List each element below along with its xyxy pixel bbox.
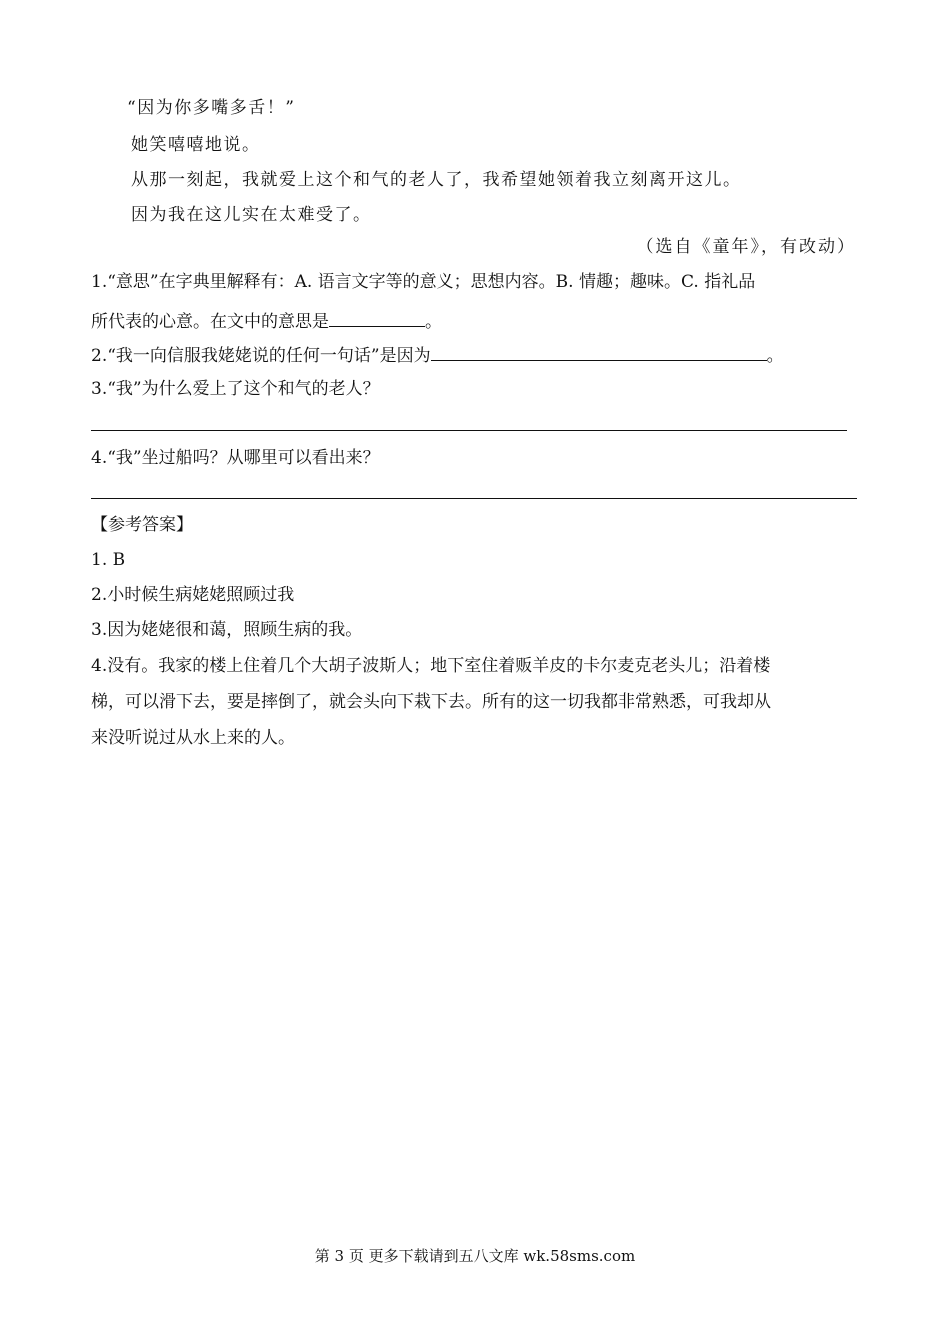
answer-4-line-3: 来没听说过从水上来的人。 bbox=[91, 728, 295, 748]
question-4-text: 4.“我”坐过船吗？从哪里可以看出来？ bbox=[91, 448, 380, 468]
passage-line-3: 从那一刻起，我就爱上这个和气的老人了，我希望她领着我立刻离开这儿。 bbox=[131, 170, 742, 190]
passage-line-2: 她笑嘻嘻地说。 bbox=[131, 135, 261, 155]
question-3-answer-line[interactable] bbox=[91, 430, 847, 431]
question-4-answer-line[interactable] bbox=[91, 498, 857, 499]
page-footer: 第 3 页 更多下载请到五八文库 wk.58sms.com bbox=[314, 1247, 636, 1265]
question-2-end: 。 bbox=[766, 346, 784, 366]
passage-line-1: “因为你多嘴多舌！” bbox=[127, 98, 296, 118]
answers-heading: 【参考答案】 bbox=[91, 515, 193, 535]
question-1-text: 所代表的心意。在文中的意思是 bbox=[91, 312, 329, 332]
question-2-answer-blank[interactable] bbox=[431, 342, 767, 361]
passage-line-4: 因为我在这儿实在太难受了。 bbox=[131, 205, 372, 225]
question-1-line-1: 1.“意思”在字典里解释有：A. 语言文字等的意义；思想内容。B. 情趣；趣味。C. 指礼品 bbox=[91, 272, 756, 292]
answer-3: 3.因为姥姥很和蔼，照顾生病的我。 bbox=[91, 620, 363, 640]
passage-source: （选自《童年》，有改动） bbox=[636, 237, 856, 257]
answer-4-line-1: 4.没有。我家的楼上住着几个大胡子波斯人；地下室住着贩羊皮的卡尔麦克老头儿；沿着楼 bbox=[91, 656, 771, 676]
question-2-text: 2.“我一向信服我姥姥说的任何一句话”是因为 bbox=[91, 346, 431, 366]
answer-1: 1. B bbox=[91, 550, 126, 570]
question-1-line-2 bbox=[91, 308, 442, 334]
answer-4-line-2: 梯，可以滑下去，要是摔倒了，就会头向下栽下去。所有的这一切我都非常熟悉，可我却从 bbox=[91, 692, 771, 712]
question-3-text: 3.“我”为什么爱上了这个和气的老人？ bbox=[91, 379, 380, 399]
question-1-end: 。 bbox=[425, 312, 442, 332]
answer-2: 2.小时候生病姥姥照顾过我 bbox=[91, 585, 295, 605]
question-1-answer-blank[interactable] bbox=[329, 308, 425, 327]
question-2-line bbox=[91, 342, 784, 368]
